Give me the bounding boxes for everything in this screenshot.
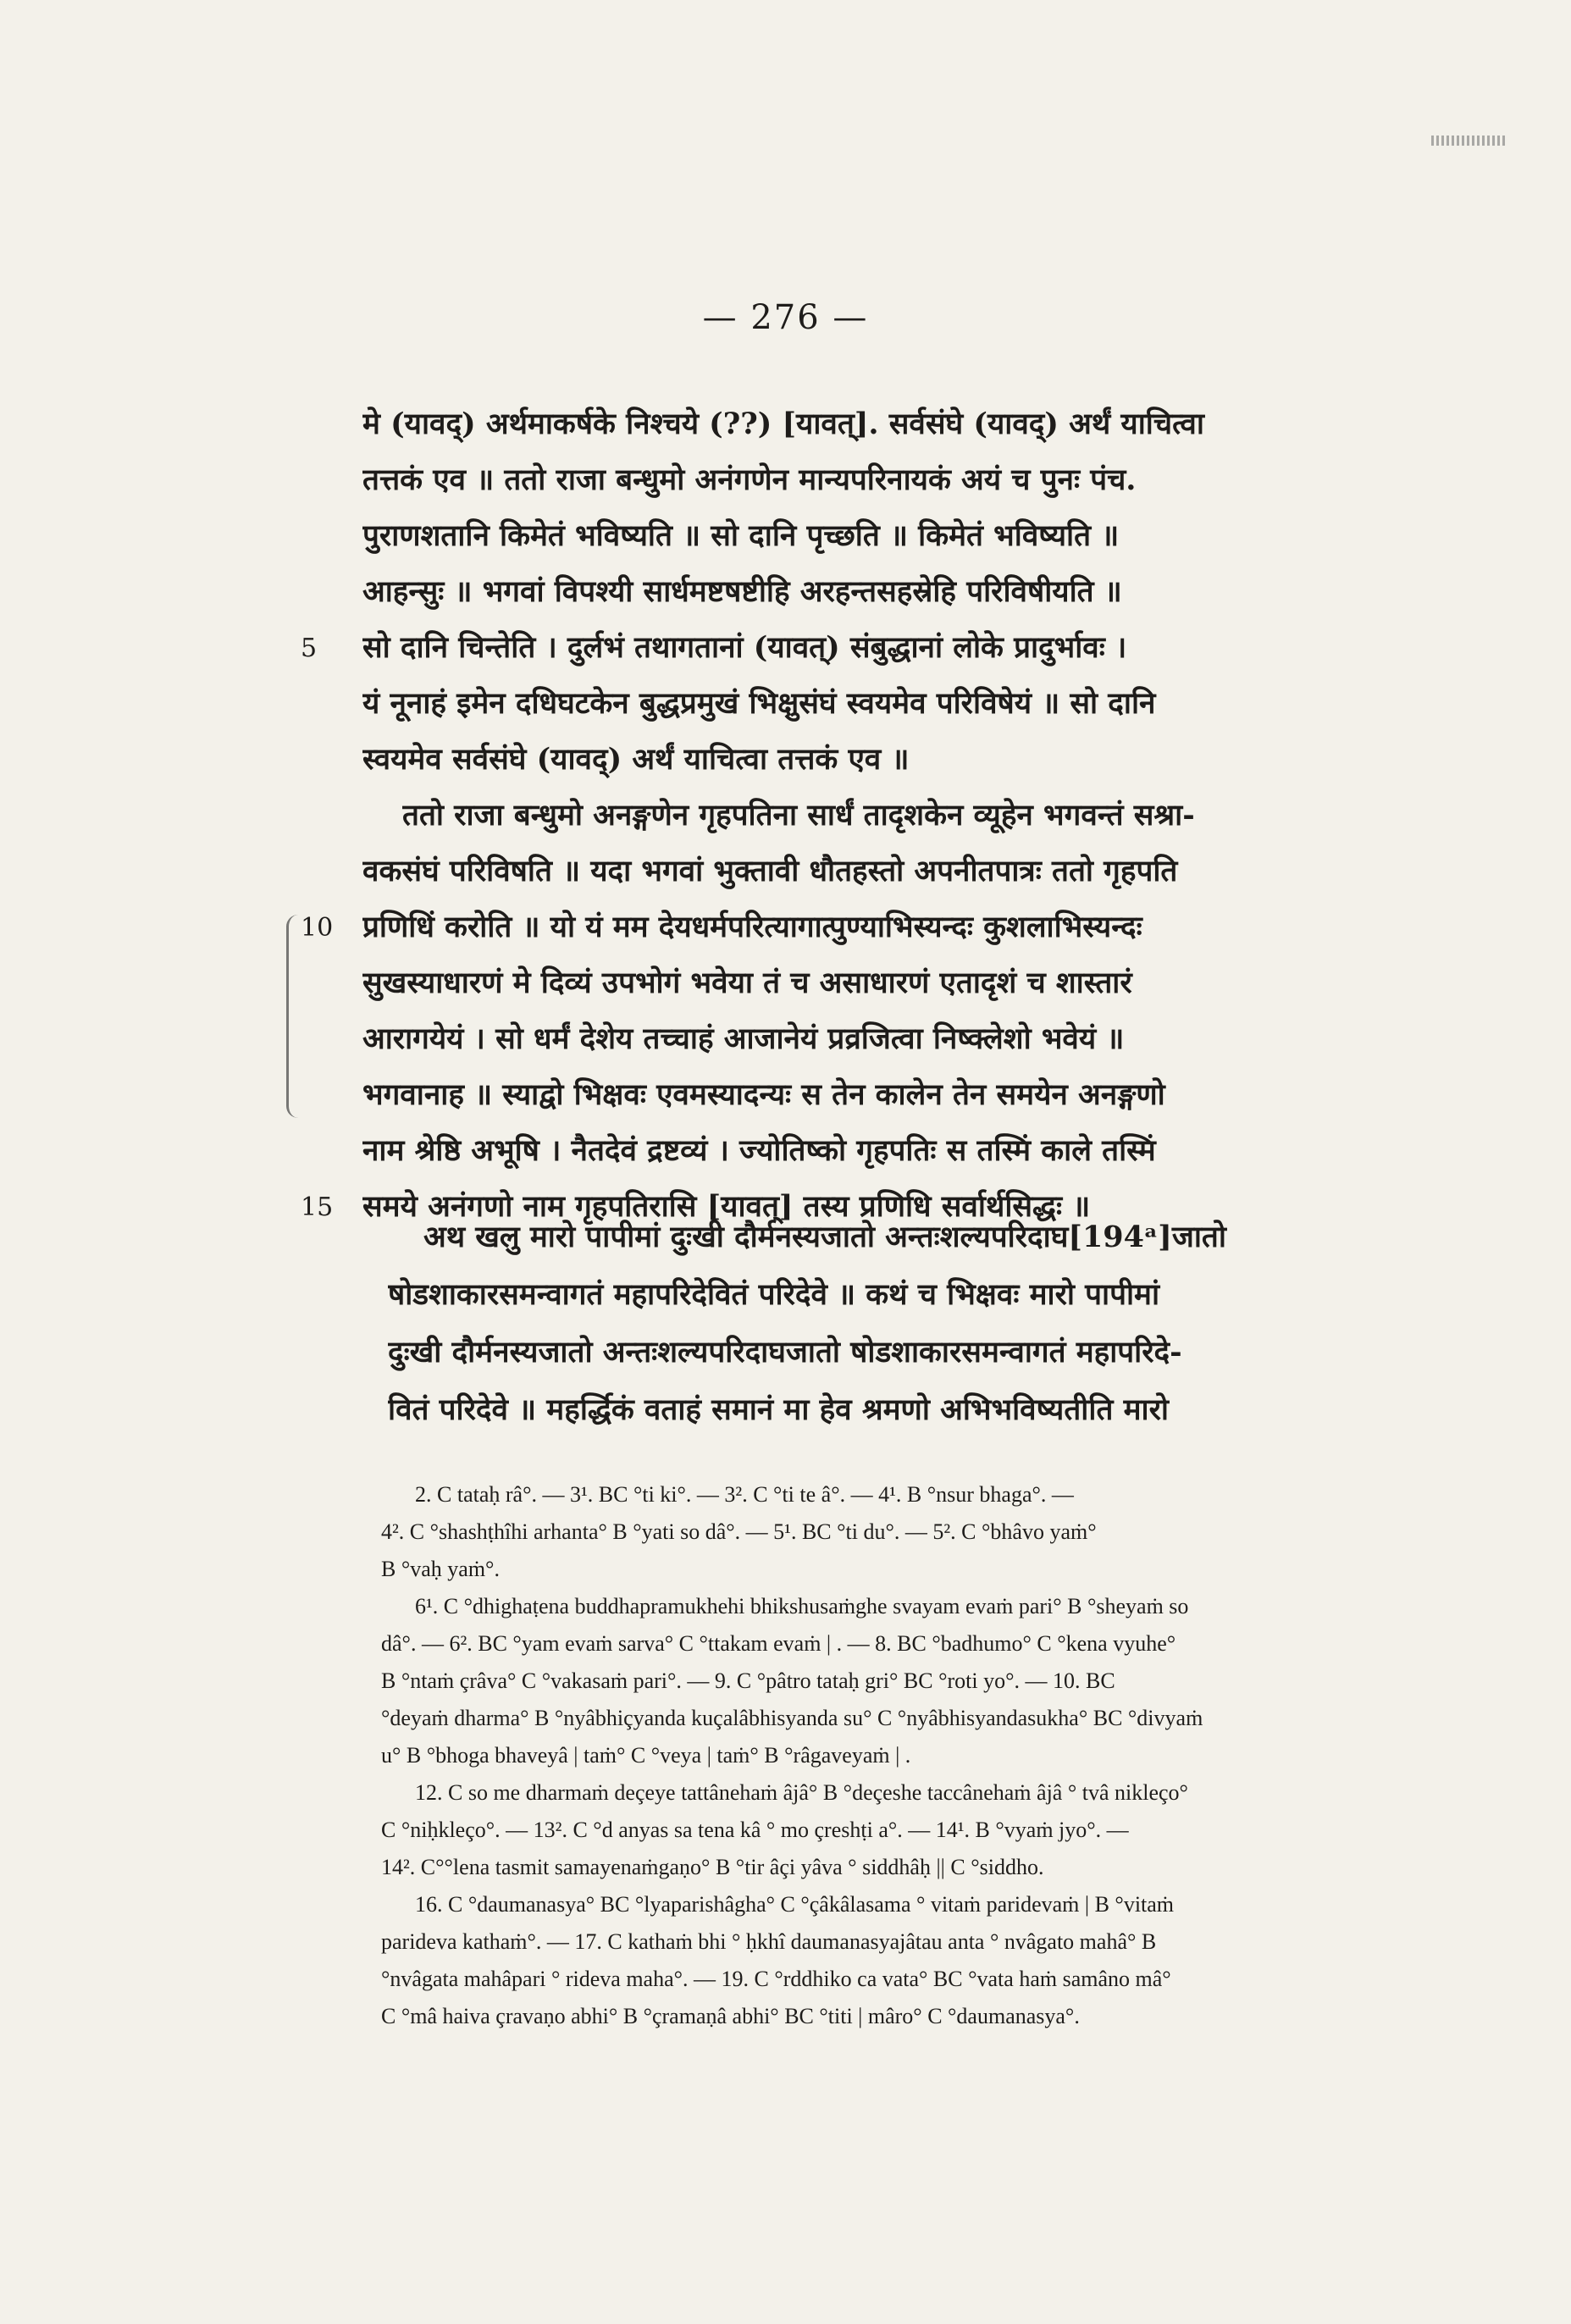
footnote-line: u° B °bhoga bhaveyâ | taṁ° C °veya | taṁ° B °râgaveyaṁ | . [381, 1743, 911, 1768]
text-line: मे (यावद्) अर्थमाकर्षके निश्चये (??) [यावत्]. सर्वसंघे (यावद्) अर्थं याचित्वा [362, 407, 1204, 441]
text-line: यं नूनाहं इमेन दधिघटकेन बुद्धप्रमुखं भिक्षुसंघं स्वयमेव परिविषेयं ॥ सो दानि [362, 686, 1156, 721]
text-line: सो दानि चिन्तेति । दुर्लभं तथागतानां (यावत्) संबुद्धानां लोके प्रादुर्भावः । [362, 630, 1127, 665]
footnote-line: dâ°. — 6². BC °yam evaṁ sarva° C °ttakam evaṁ | . — 8. BC °badhumo° C °kena vyuhe° [381, 1631, 1176, 1656]
text-line: वितं परिदेवे ॥ महर्द्धिकं वताहं समानं मा हेव श्रमणो अभिभविष्यतीति मारो [388, 1392, 1169, 1427]
footnote-line: 6¹. C °dhighaṭena buddhapramukhehi bhikshusaṁghe svayam evaṁ pari° B °sheyaṁ so [415, 1594, 1189, 1618]
text-line: समये अनंगणो नाम गृहपतिरासि [यावत्] तस्य प्रणिधि सर्वार्थसिद्धः ॥ [362, 1189, 1091, 1224]
footnote-line: 2. C tataḥ râ°. — 3¹. BC °ti ki°. — 3². C °ti te â°. — 4¹. B °nsur bhaga°. — [415, 1482, 1074, 1507]
text-line: षोडशाकारसमन्वागतं महापरिदेवितं परिदेवे ॥ कथं च भिक्षवः मारो पापीमां [388, 1277, 1160, 1312]
text-line: नाम श्रेष्ठि अभूषि । नैतदेवं द्रष्टव्यं । ज्योतिष्को गृहपतिः स तस्मिं काले तस्मिं [362, 1133, 1156, 1168]
text-line: पुराणशतानि किमेतं भविष्यति ॥ सो दानि पृच्छति ॥ किमेतं भविष्यति ॥ [362, 518, 1120, 553]
line-number: 10 [301, 913, 334, 943]
page-number: — 276 — [702, 298, 869, 337]
text-line: अथ खलु मारो पापीमां दुःखी दौर्मनस्यजातो अन्तःशल्यपरिदाघ[194ᵃ]जातो [423, 1220, 1226, 1254]
text-line: भगवानाह ॥ स्याद्वो भिक्षवः एवमस्यादन्यः स तेन कालेन तेन समयेन अनङ्गणो [362, 1077, 1165, 1112]
footnote-line: C °mâ haiva çravaṇo abhi° B °çramaṇâ abhi° BC °titi | mâro° C °daumanasya°. [381, 2004, 1080, 2028]
footnote-line: B °ntaṁ çrâva° C °vakasaṁ pari°. — 9. C °pâtro tataḥ gri° BC °roti yo°. — 10. BC [381, 1668, 1115, 1693]
scan-artifact [1431, 136, 1507, 146]
footnote-line: °nvâgata mahâpari ° rideva maha°. — 19. C °rddhiko ca vata° BC °vata haṁ samâno mâ° [381, 1967, 1171, 1991]
line-number: 15 [301, 1192, 334, 1222]
text-line: आहन्सुः ॥ भगवां विपश्यी सार्धमष्टषष्टीहि अरहन्तसहस्रेहि परिविषीयति ॥ [362, 574, 1122, 609]
text-line: तत्तकं एव ॥ ततो राजा बन्धुमो अनंगणेन मान्यपरिनायकं अयं च पुनः पंच. [362, 462, 1137, 497]
text-line: ततो राजा बन्धुमो अनङ्गणेन गृहपतिना सार्धं तादृशकेन व्यूहेन भगवन्तं सश्रा- [402, 798, 1195, 833]
footnote-line: 16. C °daumanasya° BC °lyaparishâgha° C °çâkâlasama ° vitaṁ paridevaṁ | B °vitaṁ [415, 1892, 1175, 1917]
text-line: सुखस्याधारणं मे दिव्यं उपभोगं भवेया तं च असाधारणं एतादृशं च शास्तारं [362, 966, 1132, 1000]
margin-bracket-mark [286, 915, 301, 1118]
text-line: प्रणिधिं करोति ॥ यो यं मम देयधर्मपरित्यागात्पुण्याभिस्यन्दः कुशलाभिस्यन्दः [362, 910, 1142, 944]
text-line: आरागयेयं । सो धर्मं देशेय तच्चाहं आजानेयं प्रव्रजित्वा निष्क्लेशो भवेयं ॥ [362, 1021, 1125, 1056]
footnote-line: 12. C so me dharmaṁ deçeye tattânehaṁ âjâ° B °deçeshe taccânehaṁ âjâ ° tvâ nikleço° [415, 1780, 1188, 1805]
footnote-line: °deyaṁ dharma° B °nyâbhiçyanda kuçalâbhisyanda su° C °nyâbhisyandasukha° BC °divyaṁ [381, 1706, 1203, 1730]
line-number: 5 [301, 634, 318, 663]
text-line: स्वयमेव सर्वसंघे (यावद्) अर्थं याचित्वा तत्तकं एव ॥ [362, 742, 910, 777]
footnote-line: C °niḥkleço°. — 13². C °d anyas sa tena kâ ° mo çreshṭi a°. — 14¹. B °vyaṁ jyo°. — [381, 1818, 1129, 1842]
footnote-line: parideva kathaṁ°. — 17. C kathaṁ bhi ° ḥkhî daumanasyajâtau anta ° nvâgato mahâ° B [381, 1929, 1157, 1954]
footnote-line: 4². C °shashṭhîhi arhanta° B °yati so dâ°. — 5¹. BC °ti du°. — 5². C °bhâvo yaṁ° [381, 1519, 1097, 1544]
footnote-line: B °vaḥ yaṁ°. [381, 1557, 500, 1581]
text-line: दुःखी दौर्मनस्यजातो अन्तःशल्यपरिदाघजातो षोडशाकारसमन्वागतं महापरिदे- [388, 1335, 1182, 1370]
footnote-line: 14². C°°lena tasmit samayenaṁgaṇo° B °tir âçi yâva ° siddhâḥ || C °siddho. [381, 1855, 1044, 1879]
text-line: वकसंघं परिविषति ॥ यदा भगवां भुक्तावी धौतहस्तो अपनीतपात्रः ततो गृहपति [362, 854, 1178, 888]
